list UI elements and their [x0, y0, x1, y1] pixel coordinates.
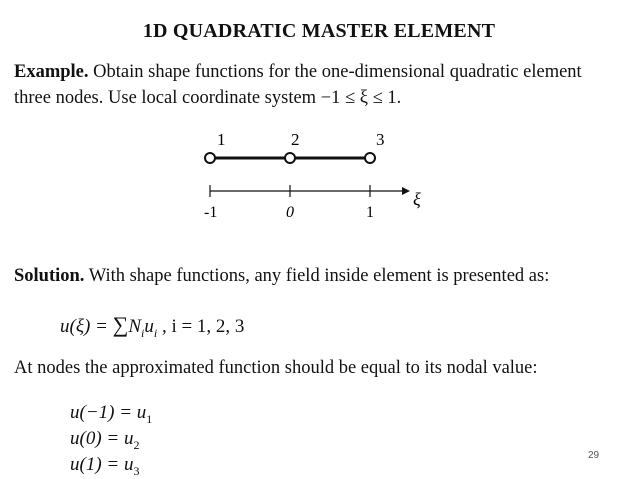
tick-label-0: 0	[286, 204, 294, 221]
slide-title: 1D QUADRATIC MASTER ELEMENT	[142, 20, 496, 42]
nodal-eq-3	[70, 454, 139, 479]
node-1	[205, 153, 215, 163]
formula-N-sub: i	[141, 325, 145, 340]
formula-N: N	[128, 316, 141, 337]
nodal-eq-1	[70, 402, 152, 427]
nodal-eq-1-sub: 1	[146, 411, 153, 426]
node-label-1: 1	[217, 130, 226, 149]
node-label-2: 2	[291, 130, 300, 149]
nodal-eq-2-lhs: u(0) = u	[70, 428, 134, 449]
field-formula	[60, 312, 244, 341]
example-label: Example.	[14, 62, 89, 82]
solution-text: With shape functions, any field inside element is presented as:	[88, 266, 550, 286]
example-text-1: Obtain shape functions for the one-dimensional quadratic element	[93, 62, 582, 82]
node-3	[365, 153, 375, 163]
formula-u-sub: i	[153, 325, 158, 340]
nodal-eq-3-sub: 3	[133, 463, 140, 478]
nodal-eq-2-sub: 2	[133, 437, 140, 452]
node-2	[285, 153, 295, 163]
tick-label-1: 1	[366, 204, 374, 221]
formula-lhs: u(ξ) =	[60, 316, 113, 337]
example-line-2: three nodes. Use local coordinate system −1 ≤ ξ ≤ 1.	[14, 88, 402, 108]
example-line-1	[14, 62, 582, 83]
nodal-eq-2	[70, 428, 139, 453]
sum-symbol: ∑	[112, 312, 129, 337]
formula-u: u	[144, 316, 154, 337]
node-label-3: 3	[376, 130, 385, 149]
formula-index: , i = 1, 2, 3	[157, 316, 245, 337]
solution-label: Solution.	[14, 266, 85, 286]
page-number: 29	[588, 450, 600, 461]
xi-axis-label: ξ	[413, 189, 421, 209]
element-diagram	[180, 125, 440, 225]
solution-line	[14, 266, 549, 287]
axis-arrowhead	[402, 187, 410, 195]
nodal-condition-text: At nodes the approximated function should be equal to its nodal value:	[14, 358, 538, 378]
tick-label-minus-1: -1	[204, 204, 218, 221]
nodal-eq-3-lhs: u(1) = u	[70, 454, 134, 475]
nodal-eq-1-lhs: u(−1) = u	[70, 402, 147, 423]
